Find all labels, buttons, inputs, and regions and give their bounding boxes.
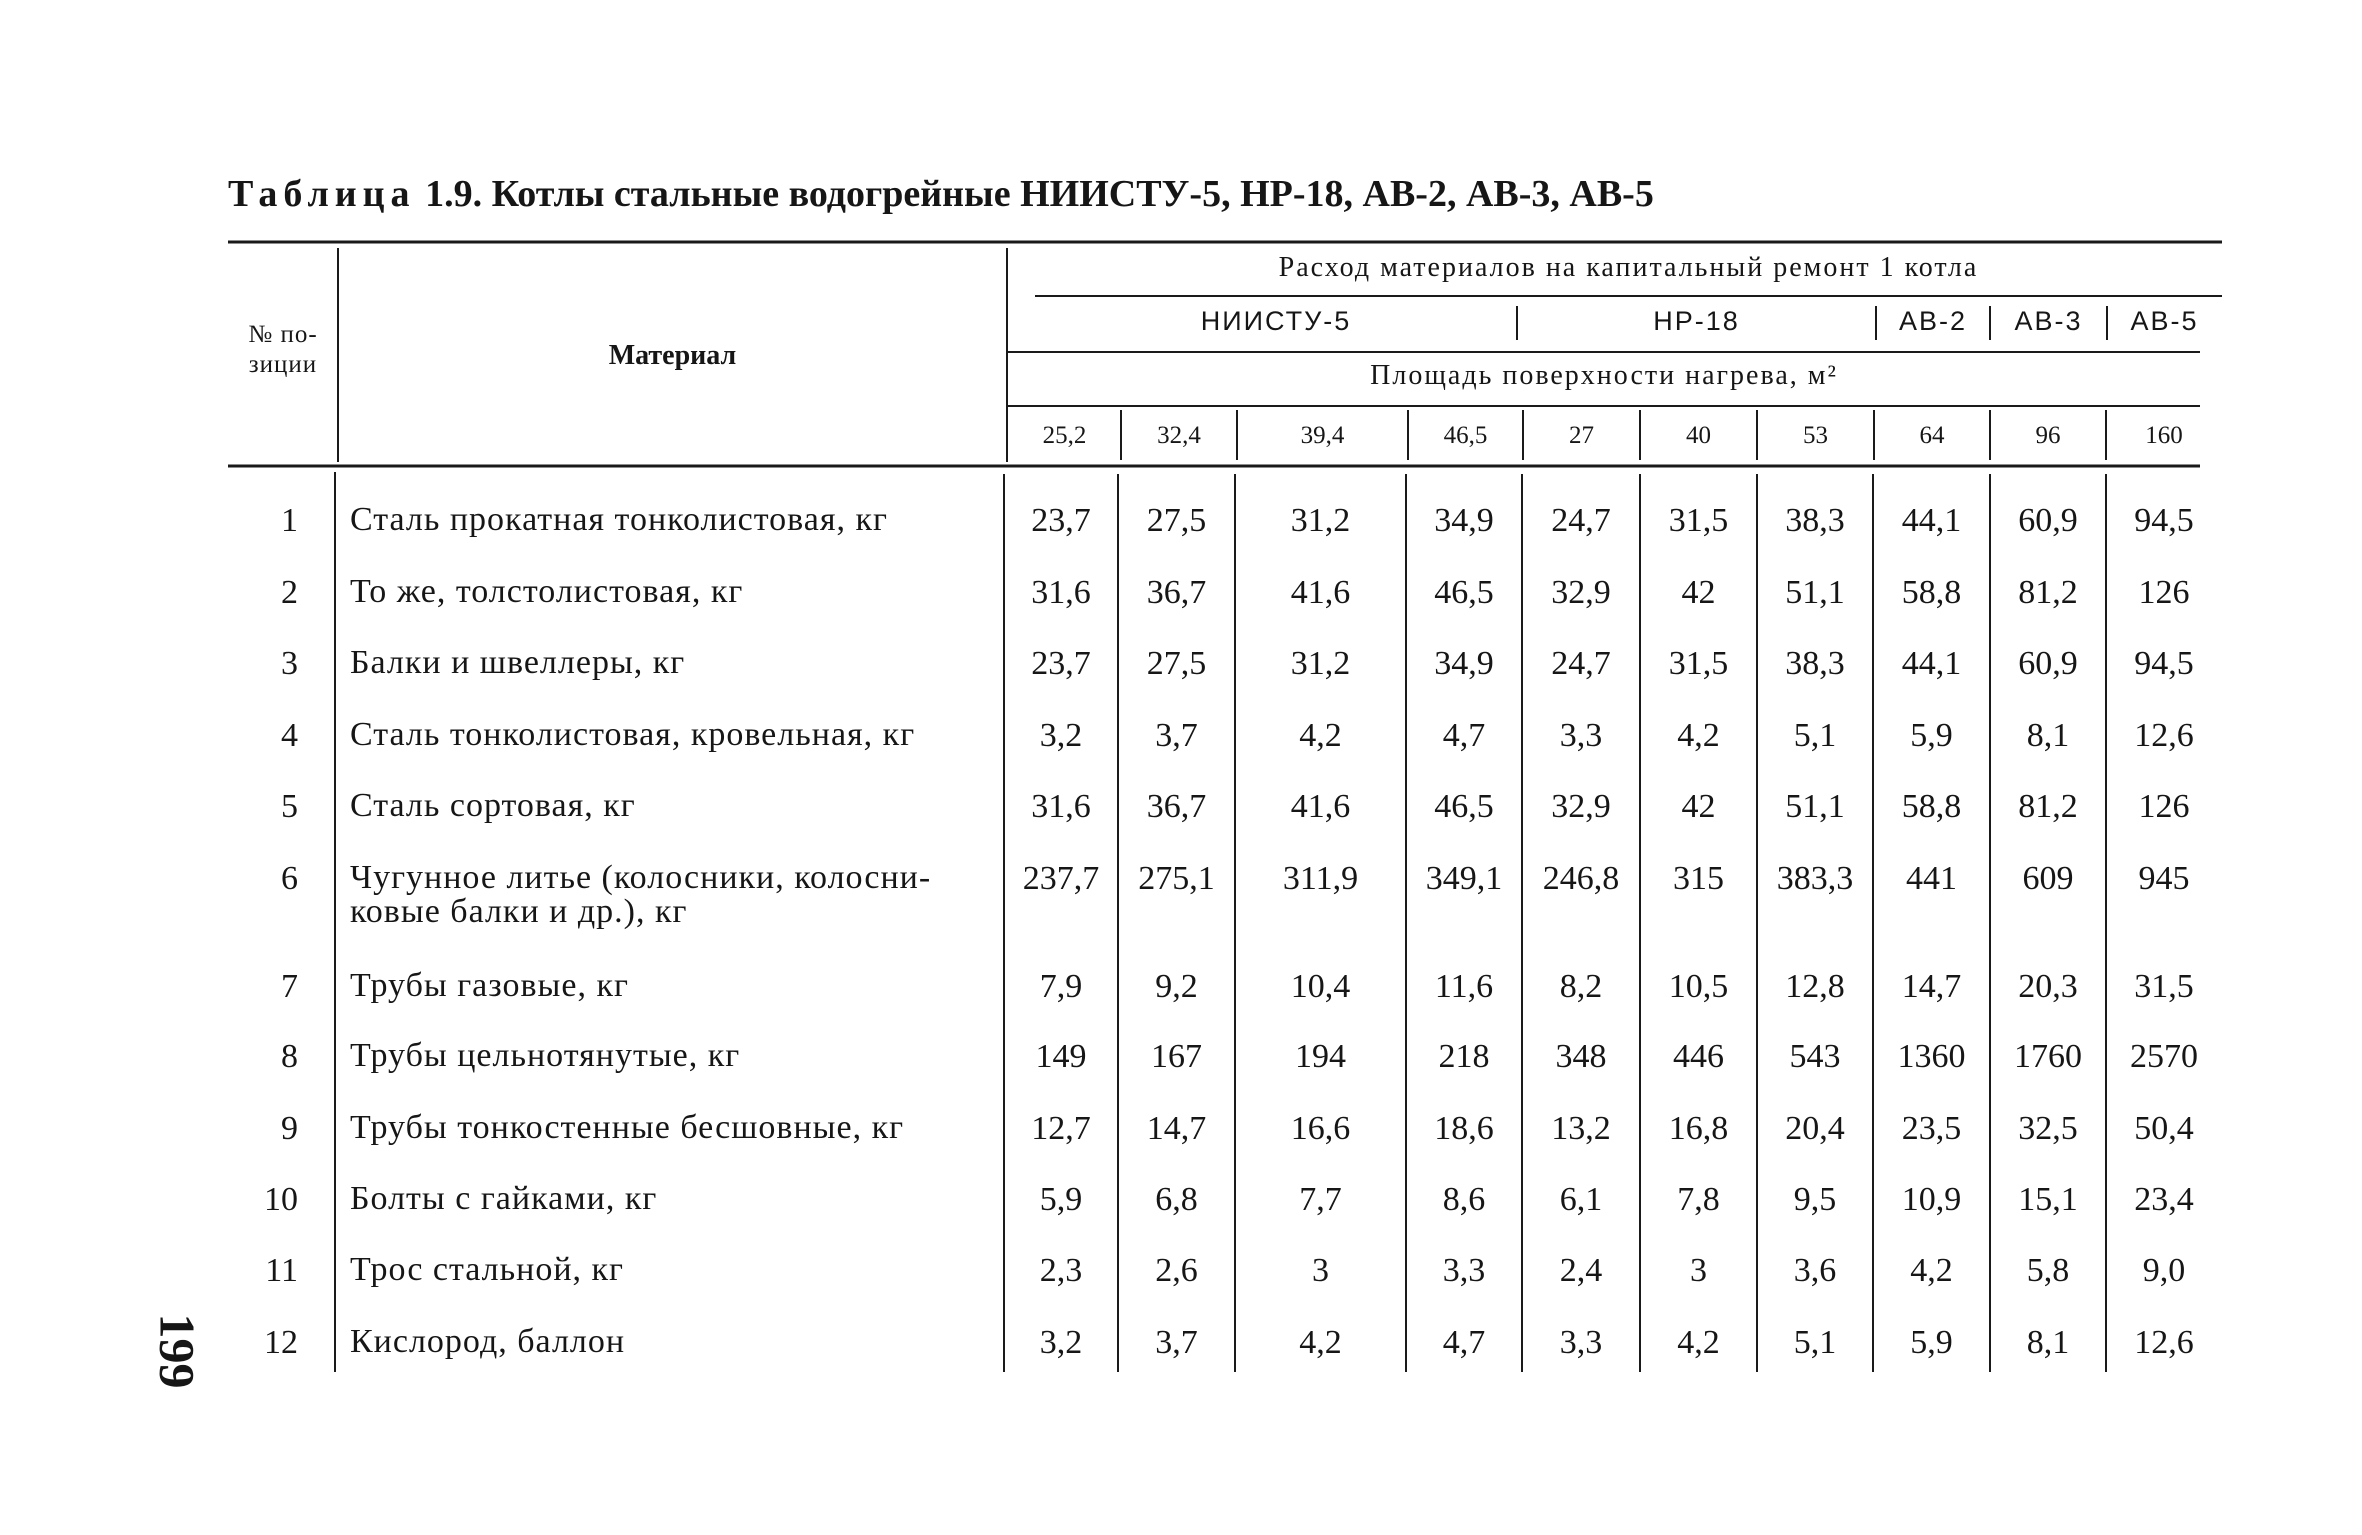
row-value: 14,7 (1901, 968, 1962, 1005)
heating-area-header: Площадь поверхности нагрева, м² (1370, 360, 1838, 391)
row-value: 126 (2138, 574, 2190, 611)
row-position: 4 (281, 717, 298, 754)
row-value: 12,7 (1031, 1110, 1091, 1147)
row-value: 44,1 (1901, 645, 1962, 682)
row-value: 10,9 (1901, 1181, 1962, 1218)
row-position: 6 (281, 860, 298, 897)
table-title-text: 1.9. Котлы стальные водогрейные НИИСТУ-5, НР-18, АВ-2, АВ-3, АВ-5 (415, 173, 1654, 215)
row-material: Сталь тонколистовая, кровельная, кг (350, 716, 916, 753)
group-header-av-3: АВ-3 (2014, 306, 2083, 336)
row-value: 20,3 (2018, 968, 2078, 1005)
row-value: 27,5 (1146, 645, 1207, 682)
row-value: 81,2 (2018, 788, 2078, 825)
row-position: 11 (265, 1252, 298, 1289)
area-header-cell: 32,4 (1157, 422, 1201, 449)
row-value: 4,7 (1442, 1324, 1486, 1361)
row-value: 3,2 (1039, 717, 1083, 754)
row-material: Трос стальной, кг (350, 1251, 624, 1288)
row-value: 51,1 (1785, 574, 1845, 611)
row-value: 3,7 (1155, 717, 1198, 754)
row-value: 10,5 (1668, 968, 1729, 1005)
row-value: 348 (1555, 1038, 1607, 1075)
page-number: 199 (149, 1313, 206, 1389)
row-value: 42 (1681, 574, 1716, 611)
row-value: 46,5 (1434, 574, 1494, 611)
row-value: 94,5 (2134, 645, 2194, 682)
row-value: 36,7 (1146, 574, 1207, 611)
row-value: 3 (1312, 1252, 1329, 1289)
row-value: 23,5 (1901, 1110, 1962, 1147)
row-value: 2,4 (1559, 1252, 1603, 1289)
row-value: 31,5 (1668, 645, 1729, 682)
row-value: 46,5 (1434, 788, 1494, 825)
material-column-header: Материал (608, 340, 737, 371)
row-position: 3 (281, 645, 298, 682)
area-header-cell: 40 (1686, 422, 1711, 449)
row-value: 149 (1035, 1038, 1087, 1075)
group-header-av-5: АВ-5 (2130, 306, 2199, 336)
row-value: 31,5 (1668, 502, 1729, 539)
row-material: Трубы тонкостенные бесшовные, кг (350, 1109, 905, 1146)
row-value: 7,8 (1677, 1181, 1720, 1218)
row-value: 15,1 (2018, 1181, 2078, 1218)
row-value: 3,3 (1442, 1252, 1486, 1289)
row-material: Балки и швеллеры, кг (350, 644, 686, 681)
area-header-cell: 96 (2035, 422, 2061, 449)
row-value: 6,1 (1559, 1181, 1603, 1218)
row-material: Трубы газовые, кг (350, 967, 629, 1004)
row-value: 7,7 (1299, 1181, 1342, 1218)
row-value: 6,8 (1155, 1181, 1198, 1218)
row-material: Сталь сортовая, кг (350, 787, 636, 824)
row-value: 945 (2138, 860, 2190, 897)
row-material: Трубы цельнотянутые, кг (350, 1037, 741, 1074)
row-value: 11,6 (1434, 968, 1494, 1005)
row-value: 8,1 (2026, 1324, 2070, 1361)
row-value: 126 (2138, 788, 2190, 825)
row-value: 5,9 (1910, 717, 1953, 754)
row-value: 8,1 (2026, 717, 2070, 754)
row-value: 38,3 (1785, 502, 1845, 539)
row-value: 3,2 (1039, 1324, 1083, 1361)
row-value: 31,2 (1290, 502, 1351, 539)
row-position: 8 (281, 1038, 298, 1075)
row-value: 32,5 (2018, 1110, 2078, 1147)
row-value: 32,9 (1551, 788, 1611, 825)
row-value: 246,8 (1542, 860, 1620, 897)
row-value: 14,7 (1146, 1110, 1207, 1147)
row-value: 60,9 (2018, 502, 2078, 539)
area-header-cell: 46,5 (1443, 422, 1488, 449)
row-value: 20,4 (1785, 1110, 1845, 1147)
row-value: 24,7 (1551, 645, 1611, 682)
row-value: 44,1 (1901, 502, 1962, 539)
consumption-header: Расход материалов на капитальный ремонт 1 котла (1278, 252, 1979, 283)
row-value: 3,3 (1559, 1324, 1603, 1361)
row-value: 36,7 (1146, 788, 1207, 825)
row-value: 3,7 (1155, 1324, 1198, 1361)
group-header-nr-18: НР-18 (1653, 306, 1740, 336)
row-value: 31,2 (1290, 645, 1351, 682)
row-value: 315 (1673, 860, 1724, 897)
row-value: 5,1 (1793, 717, 1837, 754)
row-value: 42 (1681, 788, 1716, 825)
row-value: 5,1 (1793, 1324, 1837, 1361)
row-material: Кислород, баллон (350, 1323, 626, 1360)
area-header-cell: 160 (2145, 422, 2183, 449)
row-value: 4,2 (1677, 717, 1720, 754)
row-position: 10 (264, 1181, 298, 1218)
row-value: 4,7 (1442, 717, 1486, 754)
row-position: 12 (264, 1324, 298, 1361)
row-value: 24,7 (1551, 502, 1611, 539)
row-value: 38,3 (1785, 645, 1845, 682)
area-header-cell: 53 (1803, 422, 1828, 449)
row-value: 1360 (1897, 1038, 1966, 1075)
row-value: 31,6 (1031, 788, 1091, 825)
row-value: 194 (1295, 1038, 1346, 1075)
row-value: 4,2 (1299, 1324, 1342, 1361)
row-value: 4,2 (1299, 717, 1342, 754)
row-value: 94,5 (2134, 502, 2194, 539)
row-value: 446 (1673, 1038, 1724, 1075)
row-position: 7 (281, 968, 298, 1005)
row-value: 34,9 (1434, 502, 1494, 539)
row-value: 4,2 (1910, 1252, 1953, 1289)
row-value: 609 (2022, 860, 2074, 897)
row-position: 5 (281, 788, 298, 825)
row-material-continuation: ковые балки и др.), кг (350, 893, 688, 930)
position-column-header (228, 320, 338, 380)
row-value: 8,2 (1559, 968, 1603, 1005)
row-value: 23,4 (2134, 1181, 2194, 1218)
row-value: 3 (1690, 1252, 1707, 1289)
row-value: 441 (1906, 860, 1957, 897)
row-value: 41,6 (1290, 788, 1351, 825)
row-value: 218 (1438, 1038, 1490, 1075)
row-value: 1760 (2014, 1038, 2082, 1075)
row-value: 58,8 (1901, 788, 1962, 825)
row-value: 58,8 (1901, 574, 1962, 611)
row-value: 237,7 (1022, 860, 1100, 897)
area-header-cell: 39,4 (1300, 422, 1345, 449)
row-material: То же, толстолистовая, кг (350, 573, 744, 610)
row-value: 7,9 (1039, 968, 1083, 1005)
row-value: 543 (1789, 1038, 1841, 1075)
row-value: 60,9 (2018, 645, 2078, 682)
row-material: Чугунное литье (колосники, колосни- (350, 859, 932, 896)
row-value: 16,8 (1668, 1110, 1729, 1147)
group-header-niistu-5: НИИСТУ-5 (1200, 306, 1352, 336)
row-value: 32,9 (1551, 574, 1611, 611)
table-title-lead: Таблица (228, 173, 416, 215)
row-value: 5,9 (1910, 1324, 1953, 1361)
row-value: 16,6 (1290, 1110, 1351, 1147)
row-position: 1 (281, 502, 298, 539)
area-header-cell: 27 (1569, 422, 1594, 449)
area-header-cell: 25,2 (1042, 422, 1087, 449)
row-value: 9,5 (1793, 1181, 1837, 1218)
row-value: 12,6 (2134, 1324, 2194, 1361)
row-value: 9,0 (2142, 1252, 2186, 1289)
row-position: 9 (281, 1110, 298, 1147)
row-value: 12,6 (2134, 717, 2194, 754)
row-position: 2 (281, 574, 298, 611)
row-value: 50,4 (2134, 1110, 2194, 1147)
row-value: 9,2 (1155, 968, 1198, 1005)
row-value: 13,2 (1551, 1110, 1611, 1147)
row-value: 8,6 (1442, 1181, 1486, 1218)
row-value: 3,3 (1559, 717, 1603, 754)
row-value: 311,9 (1282, 860, 1359, 897)
row-value: 5,8 (2026, 1252, 2070, 1289)
row-value: 31,5 (2134, 968, 2194, 1005)
row-value: 4,2 (1677, 1324, 1720, 1361)
row-value: 51,1 (1785, 788, 1845, 825)
row-value: 167 (1151, 1038, 1202, 1075)
row-value: 2,6 (1155, 1252, 1198, 1289)
row-value: 23,7 (1031, 645, 1091, 682)
row-value: 23,7 (1031, 502, 1091, 539)
row-value: 34,9 (1434, 645, 1494, 682)
row-value: 2,3 (1039, 1252, 1083, 1289)
row-value: 18,6 (1434, 1110, 1494, 1147)
row-value: 41,6 (1290, 574, 1351, 611)
row-value: 3,6 (1793, 1252, 1837, 1289)
row-value: 5,9 (1039, 1181, 1083, 1218)
group-header-av-2: АВ-2 (1898, 306, 1968, 336)
row-value: 10,4 (1290, 968, 1351, 1005)
row-value: 27,5 (1146, 502, 1207, 539)
row-material: Сталь прокатная тонколистовая, кг (350, 501, 888, 538)
row-value: 275,1 (1138, 860, 1215, 897)
row-value: 81,2 (2018, 574, 2078, 611)
row-value: 31,6 (1031, 574, 1091, 611)
row-value: 2570 (2130, 1038, 2198, 1075)
position-header-line-1: № по- (248, 321, 318, 348)
position-header-line-2: зиции (248, 351, 318, 378)
row-value: 383,3 (1776, 860, 1854, 897)
row-value: 349,1 (1425, 860, 1503, 897)
row-value: 12,8 (1785, 968, 1845, 1005)
area-header-cell: 64 (1919, 422, 1945, 449)
row-material: Болты с гайками, кг (350, 1180, 658, 1217)
